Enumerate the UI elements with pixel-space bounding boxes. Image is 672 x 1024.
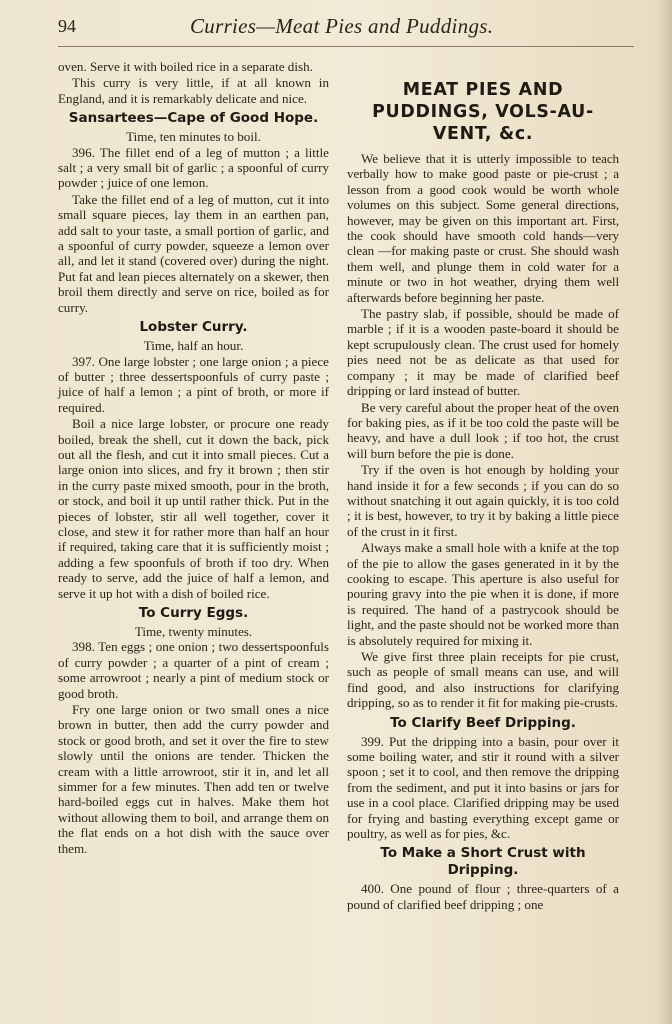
recipe-paragraph: The pastry slab, if possible, should be made of marble ; if it is a wooden paste-board it should be kept scrupulously clean. The crust used for homely pies need not be as delicate as that used for company ; it may be made of clarified beef dripping or lard instead of butter. xyxy=(347,306,619,399)
recipe-paragraph: Be very careful about the proper heat of the oven for baking pies, as if it be too cold the paste will be heavy, and have a dull look ; if too hot, the crust will burn before the pie is done. xyxy=(347,399,619,461)
cooking-time: Time, twenty minutes. xyxy=(134,624,253,639)
left-column xyxy=(58,59,329,912)
section-heading: MEAT PIES AND PUDDINGS, VOLS-AU-VENT, &c. xyxy=(372,80,594,144)
recipe-paragraph: We give first three plain receipts for pie crust, such as people of small means can use, and will find good, and also instructions for clarifying dripping, so as to render it fit for making pie-crusts. xyxy=(347,649,619,711)
ingredients-paragraph: 398. Ten eggs ; one onion ; two dessertspoonfuls of curry powder ; a quarter of a pint of cream ; some arrowroot ; nearly a pint of medium stock or good broth. xyxy=(58,639,329,701)
recipe-heading: To Clarify Beef Dripping. xyxy=(390,714,576,731)
ingredients-paragraph: 400. One pound of flour ; three-quarters of a pound of clarified beef dripping ; one xyxy=(347,881,619,912)
running-title: Curries—Meat Pies and Puddings. xyxy=(190,14,494,38)
recipe-heading: Sansartees—Cape of Good Hope. xyxy=(68,110,319,127)
cooking-time: Time, half an hour. xyxy=(143,338,244,354)
recipe-paragraph: 399. Put the dripping into a basin, pour over it some boiling water, and stir it round with a silver spoon ; set it to cool, and then remove the dripping from the sediment, and put it into basins or jars for use in a cool place. Clarified dripping may be used for frying and basting everything except game or poultry, as well as for pies, &c. xyxy=(347,733,619,842)
recipe-heading: Lobster Curry. xyxy=(139,319,248,336)
page-header xyxy=(58,12,634,47)
recipe-heading: To Curry Eggs. xyxy=(138,605,249,621)
ingredients-paragraph: 396. The fillet end of a leg of mutton ; a little salt ; a very small bit of garlic ; a spoonful of curry powder ; juice of one lemon. xyxy=(58,144,329,191)
recipe-paragraph: Boil a nice large lobster, or procure one ready boiled, break the shell, cut it down the back, pick out all the flesh, and cut it into small pieces. Cut a large onion into slices, and fry it brown ; then stir in the curry paste mixed smooth, pour in the broth, or stock, and boil it up until rather thick. Put in the pieces of lobster, stir all well together, cover it close, and stew it for rather more than half an hour if required, taking care that it is sufficiently moist ; adding a few spoonfuls of broth if too dry. When ready to serve, add the juice of half a lemon, and serve it up hot with a dish of boiled rice. xyxy=(58,416,329,601)
two-column-text xyxy=(58,59,644,912)
recipe-paragraph: We believe that it is utterly impossible to teach verbally how to make good paste or pie-crust ; a lesson from a good cook would be worth whole volumes on this subject. Some general directions, however, may be given on this important art. First, the cook should have smooth cold hands—very clean —for making paste or crust. She should wash them well, and plunge them in cold water for a minute or two in hot weather, drying them well afterwards before beginning her paste. xyxy=(347,151,619,305)
recipe-paragraph: This curry is very little, if at all known in England, and it is remarkably delicate and nice. xyxy=(58,75,329,106)
recipe-paragraph: Fry one large onion or two small ones a nice brown in butter, then add the curry powder and stock or good broth, and set it over the fire to stew slowly until the onions are tender. Thicken the cream with a little arrowroot, stir it in, and let all simmer for a few minutes. Then add ten or twelve hard-boiled eggs cut in halves. Make them hot without allowing them to boil, and arrange them on the flat ends on a hot dish with the sauce over them. xyxy=(58,702,329,856)
ingredients-paragraph: 397. One large lobster ; one large onion ; a piece of butter ; three dessertspoonfuls of curry paste ; juice of half a lemon ; a pint of broth, or more if required. xyxy=(58,353,329,415)
recipe-heading: To Make a Short Crust with Dripping. xyxy=(380,845,586,879)
recipe-paragraph: Take the fillet end of a leg of mutton, cut it into small square pieces, lay them in an earthen pan, add salt to your taste, a small portion of garlic, and a spoonful of curry powder, squeeze a lemon over all, and let it stand (covered over) during the night. Put fat and lean pieces alternately on a skewer, then broil them directly and serve on rice, boiled as for curry. xyxy=(58,191,329,315)
cooking-time: Time, ten minutes to boil. xyxy=(126,129,261,145)
recipe-paragraph: oven. Serve it with boiled rice in a separate dish. xyxy=(58,59,313,74)
page-number: 94 xyxy=(58,16,76,36)
recipe-paragraph: Try if the oven is hot enough by holding your hand inside it for a few seconds ; if you can do so without snatching it out again quickly, it is too cold ; it is best, however, to try it by baking a little piece of the crust in it first. xyxy=(347,462,619,539)
right-column xyxy=(347,59,619,912)
recipe-paragraph: Always make a small hole with a knife at the top of the pie to allow the gases generated in it by the cooking to escape. This aperture is also useful for pouring gravy into the pie when it is done, if more is required. The hand of a pastrycook should be light, and the paste should not be worked more than is absolutely required for mixing it. xyxy=(347,540,619,648)
